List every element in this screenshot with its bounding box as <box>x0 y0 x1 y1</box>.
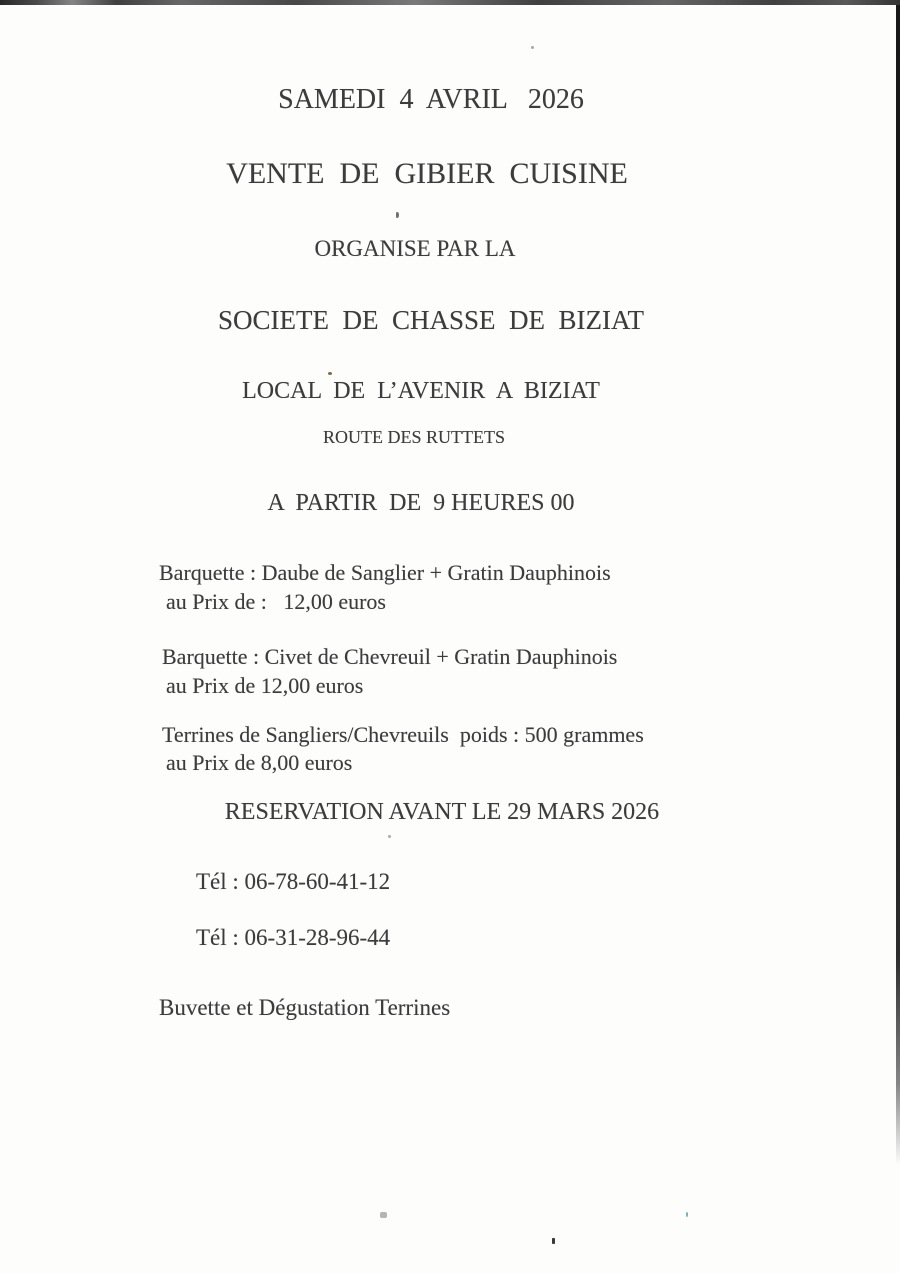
phone-number: Tél : 06-78-60-41-12 <box>196 869 391 894</box>
venue-street: ROUTE DES RUTTETS <box>323 427 505 447</box>
start-time: A PARTIR DE 9 HEURES 00 <box>267 490 575 516</box>
scan-artifact-right-edge <box>896 5 900 1165</box>
scan-speck <box>552 1238 555 1244</box>
scan-speck <box>396 212 399 218</box>
venue-name: LOCAL DE L’AVENIR A BIZIAT <box>242 378 600 404</box>
menu-item-name: Barquette : Daube de Sanglier + Gratin Dauphinois <box>159 560 611 585</box>
scan-speck <box>686 1212 688 1217</box>
scan-speck <box>380 1212 387 1218</box>
menu-item-price: au Prix de : 12,00 euros <box>166 589 386 614</box>
menu-item-price: au Prix de 8,00 euros <box>166 750 353 775</box>
event-date: SAMEDI 4 AVRIL 2026 <box>278 84 584 115</box>
scan-speck <box>328 372 332 375</box>
footer-note: Buvette et Dégustation Terrines <box>159 995 451 1020</box>
organizer-name: SOCIETE DE CHASSE DE BIZIAT <box>218 305 644 335</box>
organized-by-label: ORGANISE PAR LA <box>314 236 516 261</box>
reservation-deadline: RESERVATION AVANT LE 29 MARS 2026 <box>224 799 660 825</box>
scan-speck <box>531 46 534 49</box>
phone-number: Tél : 06-31-28-96-44 <box>196 925 391 950</box>
event-title: VENTE DE GIBIER CUISINE <box>226 157 628 190</box>
menu-item-name: Terrines de Sangliers/Chevreuils poids : 500 grammes <box>162 722 644 747</box>
menu-item-price: au Prix de 12,00 euros <box>166 673 364 698</box>
scan-speck <box>388 835 391 838</box>
menu-item-name: Barquette : Civet de Chevreuil + Gratin Dauphinois <box>162 644 618 669</box>
scan-artifact-top-edge <box>0 0 900 5</box>
